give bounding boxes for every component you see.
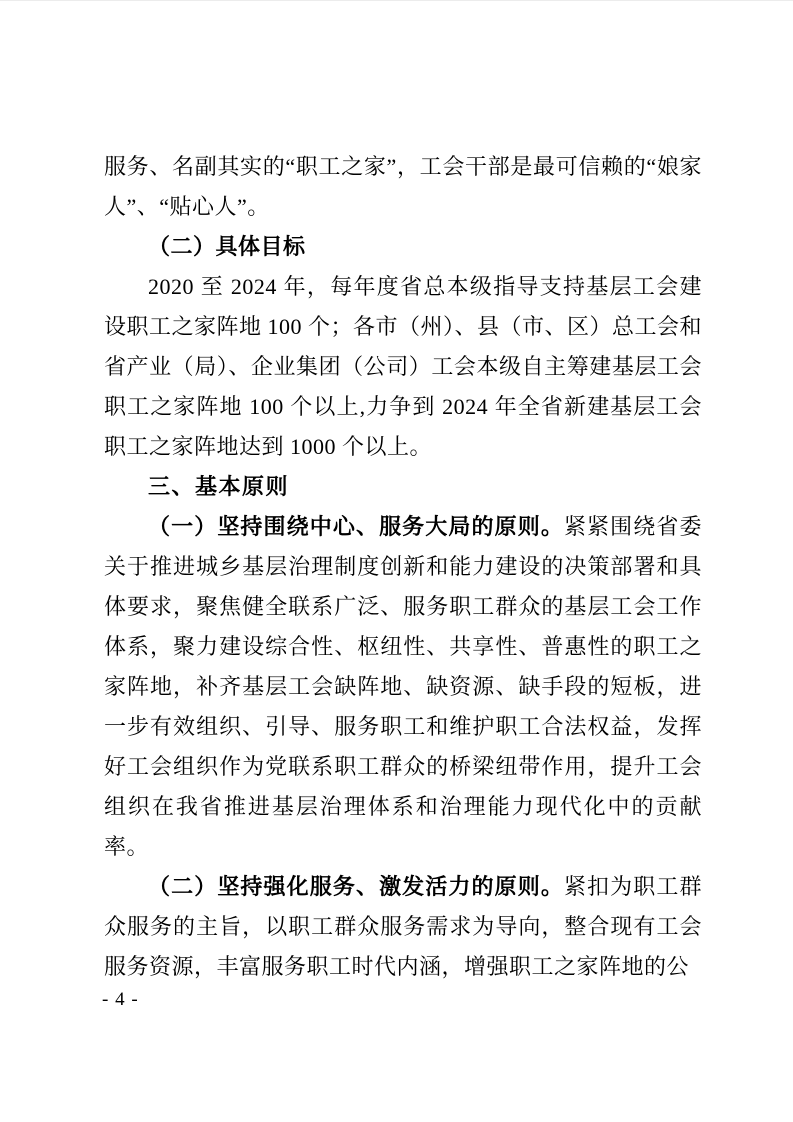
principle-1-text: 紧紧围绕省委关于推进城乡基层治理制度创新和能力建设的决策部署和具体要求，聚焦健全联系广泛、服务职工群众的基层工会工作体系，聚力建设综合性、枢纽性、共享性、普惠性的职工之家阵地，补齐基层工会缺阵地、缺资源、缺手段的短板，进一步有效组织、引导、服务职工和维护职工合法权益，发挥好工会组织作为党联系职工群众的桥梁纽带作用，提升工会组织在我省推进基层治理体系和治理能力现代化中的贡献率。	[104, 514, 702, 859]
page-number: - 4 -	[102, 989, 139, 1010]
paragraph-principle-2	[104, 867, 702, 987]
principle-2-lead: （二）坚持强化服务、激发活力的原则。	[148, 874, 564, 899]
heading-specific-goals: （二）具体目标	[148, 234, 306, 259]
document-body	[104, 147, 702, 987]
paragraph-principle-1	[104, 507, 702, 867]
heading-basic-principles: 三、基本原则	[148, 474, 290, 499]
principle-1-lead: （一）坚持围绕中心、服务大局的原则。	[148, 514, 564, 539]
principle-2-text: 紧扣为职工群众服务的主旨，以职工群众服务需求为导向，整合现有工会服务资源，丰富服务职工时代内涵，增强职工之家阵地的公	[104, 874, 702, 979]
paragraph-goals: 2020 至 2024 年，每年度省总本级指导支持基层工会建设职工之家阵地 100 个；各市（州）、县（市、区）总工会和省产业（局）、企业集团（公司）工会本级自主筹建基层工会职工之家阵地 100 个以上,力争到 2024 年全省新建基层工会职工之家阵地达到 1000 个以上。	[104, 274, 703, 459]
paragraph-continuation: 服务、名副其实的“职工之家”，工会干部是最可信赖的“娘家人”、“贴心人”。	[104, 154, 702, 219]
